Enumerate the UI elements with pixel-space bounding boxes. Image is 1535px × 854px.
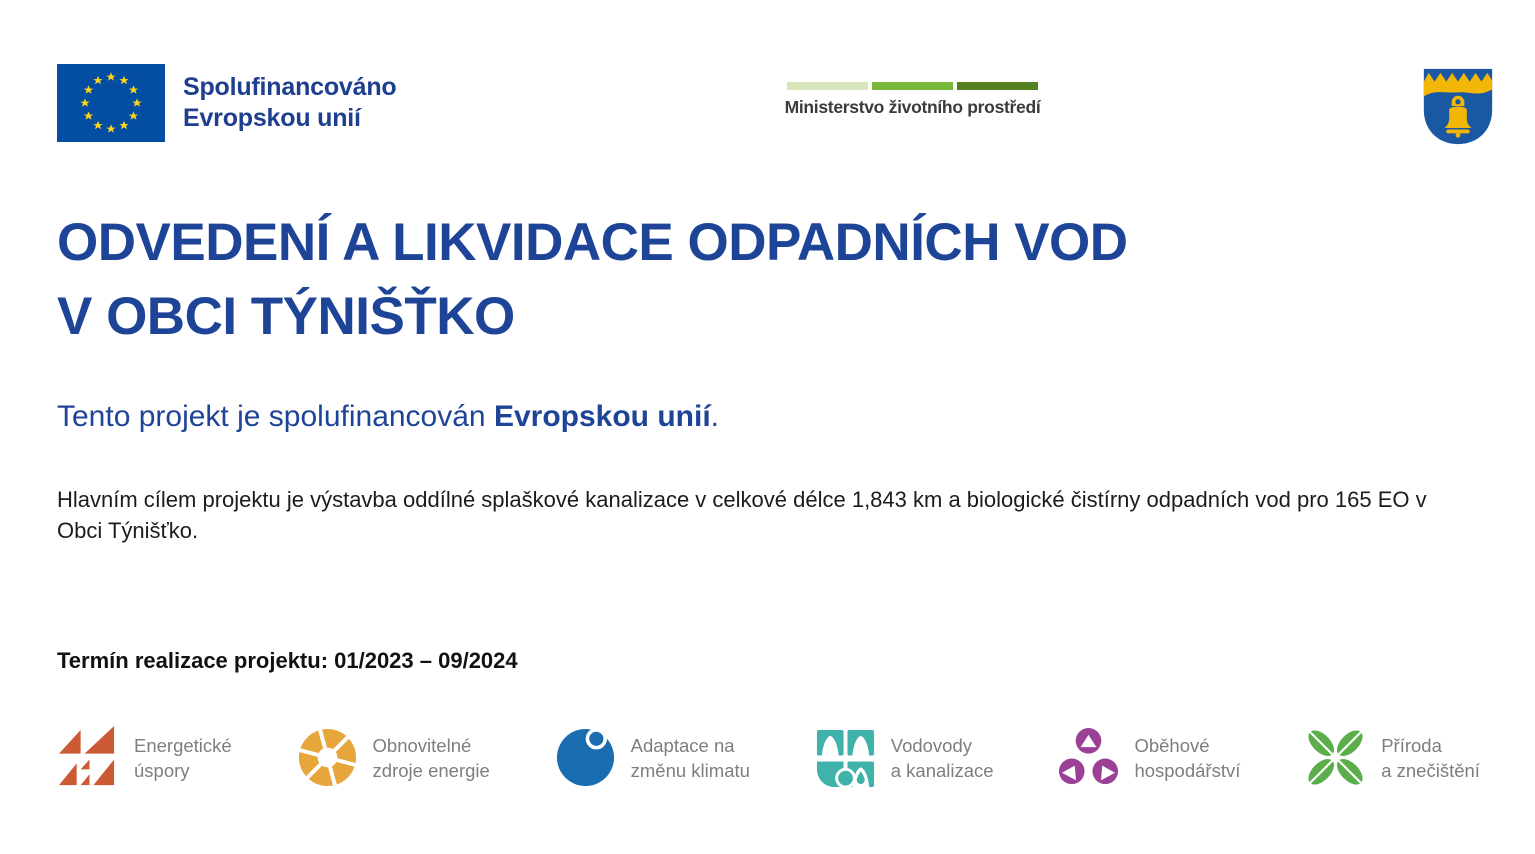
- category-circular-economy: [1057, 726, 1240, 789]
- project-description: Hlavním cílem projektu je výstavba oddílné splaškové kanalizace v celkové délce 1,843 km a biologické čistírny odpadních vod pro 165 EO v Obci Týnišťko.: [57, 487, 1427, 543]
- ministry-bar-medium: [872, 82, 953, 90]
- category-label: Energetické úspory: [134, 734, 232, 781]
- category-energy-savings: [57, 726, 232, 789]
- category-label: Oběhové hospodářství: [1134, 734, 1241, 781]
- cofinancing-statement: [57, 398, 719, 436]
- ministry-bar-light: [787, 82, 868, 90]
- energy-savings-icon: [57, 726, 120, 789]
- category-label: Obnovitelné zdroje energie: [372, 734, 490, 781]
- category-climate-adaptation: [554, 726, 750, 789]
- category-label: Vodovody a kanalizace: [890, 734, 994, 781]
- cofinancing-suffix: .: [710, 400, 720, 433]
- eu-cofunded-text: [183, 72, 396, 134]
- category-label: Příroda a znečištění: [1381, 734, 1480, 781]
- eu-cofunded-logo: [57, 64, 396, 142]
- cofinancing-prefix: Tento projekt je spolufinancován: [57, 400, 486, 433]
- eu-cofunded-line2: Evropskou unií: [183, 104, 361, 132]
- category-renewable-energy: [296, 726, 490, 789]
- title-line2: V OBCI TÝNIŠŤKO: [57, 287, 515, 346]
- category-row: [57, 726, 1480, 789]
- ministry-logo: [770, 82, 1055, 118]
- nature-pollution-icon: [1304, 726, 1367, 789]
- title-line1: ODVEDENÍ A LIKVIDACE ODPADNÍCH VOD: [57, 213, 1128, 272]
- category-nature-pollution: [1304, 726, 1480, 789]
- eu-flag-icon: [57, 64, 165, 142]
- ministry-bar-dark: [957, 82, 1038, 90]
- ministry-bars-icon: [770, 82, 1055, 90]
- circular-economy-icon: [1057, 726, 1120, 789]
- water-sewerage-icon: [814, 726, 877, 789]
- tynistko-coat-of-arms-icon: [1419, 66, 1497, 148]
- ministry-name: Ministerstvo životního prostředí: [784, 97, 1041, 117]
- climate-adaptation-icon: [554, 726, 617, 789]
- renewable-energy-icon: [296, 726, 359, 789]
- eu-cofunded-line1: Spolufinancováno: [183, 73, 397, 101]
- category-label: Adaptace na změnu klimatu: [630, 734, 750, 781]
- category-water-sewerage: [814, 726, 994, 789]
- project-timeline: Termín realizace projektu: 01/2023 – 09/2024: [57, 648, 518, 673]
- cofinancing-bold: Evropskou unií: [493, 400, 711, 433]
- page-title: [57, 206, 1128, 354]
